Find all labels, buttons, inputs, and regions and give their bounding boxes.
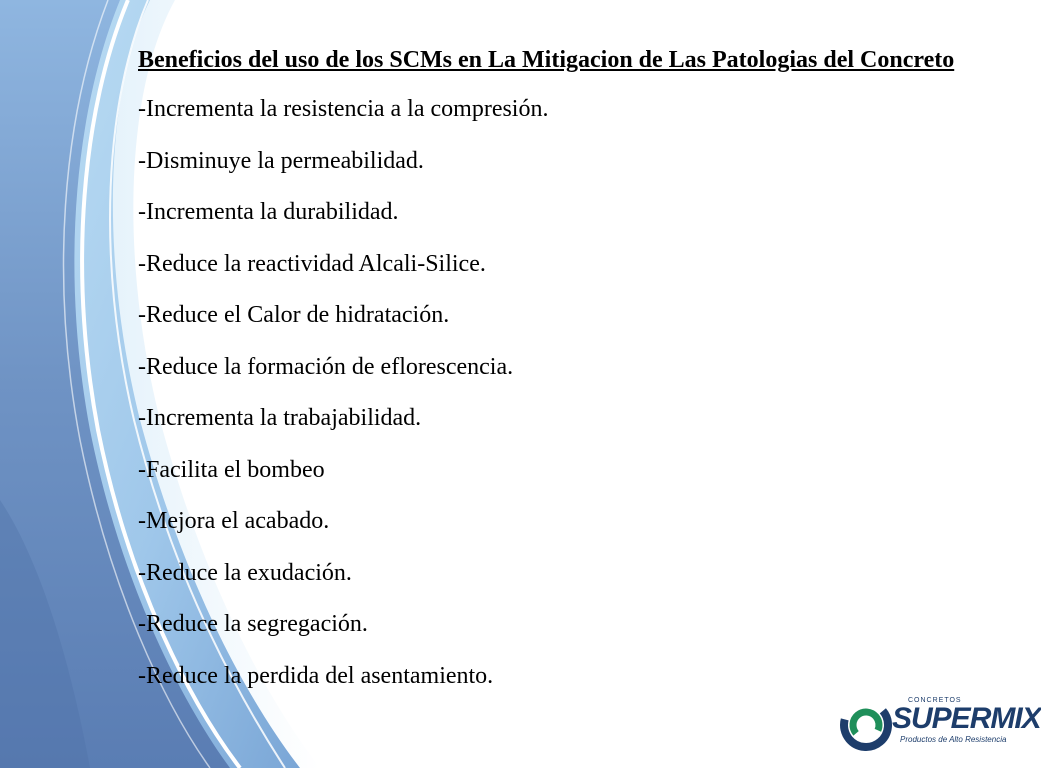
logo-brand-text: SUPERMIX [892,702,1041,735]
benefit-item: -Mejora el acabado. [138,508,330,534]
benefit-item: -Reduce la formación de eflorescencia. [138,353,514,380]
benefits-list [138,84,998,702]
benefit-item: -Disminuye la permeabilidad. [138,147,424,174]
logo-subtitle: Productos de Alto Resistencia [900,735,1007,744]
benefit-item: -Reduce la reactividad Alcali-Silice. [138,250,486,277]
benefit-item: -Reduce la segregación. [138,611,368,637]
benefit-item: -Reduce la perdida del asentamiento. [138,662,494,689]
benefit-item: -Facilita el bombeo [138,456,325,483]
benefit-item: -Reduce el Calor de hidratación. [138,302,450,328]
benefit-item: -Incrementa la resistencia a la compresión. [138,96,549,122]
benefit-item: -Incrementa la durabilidad. [138,199,399,225]
logo-swirl-icon [840,699,892,751]
benefit-item: -Reduce la exudación. [138,559,352,586]
slide-content [138,44,998,702]
supermix-logo [840,695,1041,757]
benefit-item: -Incrementa la trabajabilidad. [138,405,422,431]
slide-title: Beneficios del uso de los SCMs en La Mitigacion de Las Patologias del Concreto [138,47,955,73]
logo-top-text: CONCRETOS [908,697,962,704]
